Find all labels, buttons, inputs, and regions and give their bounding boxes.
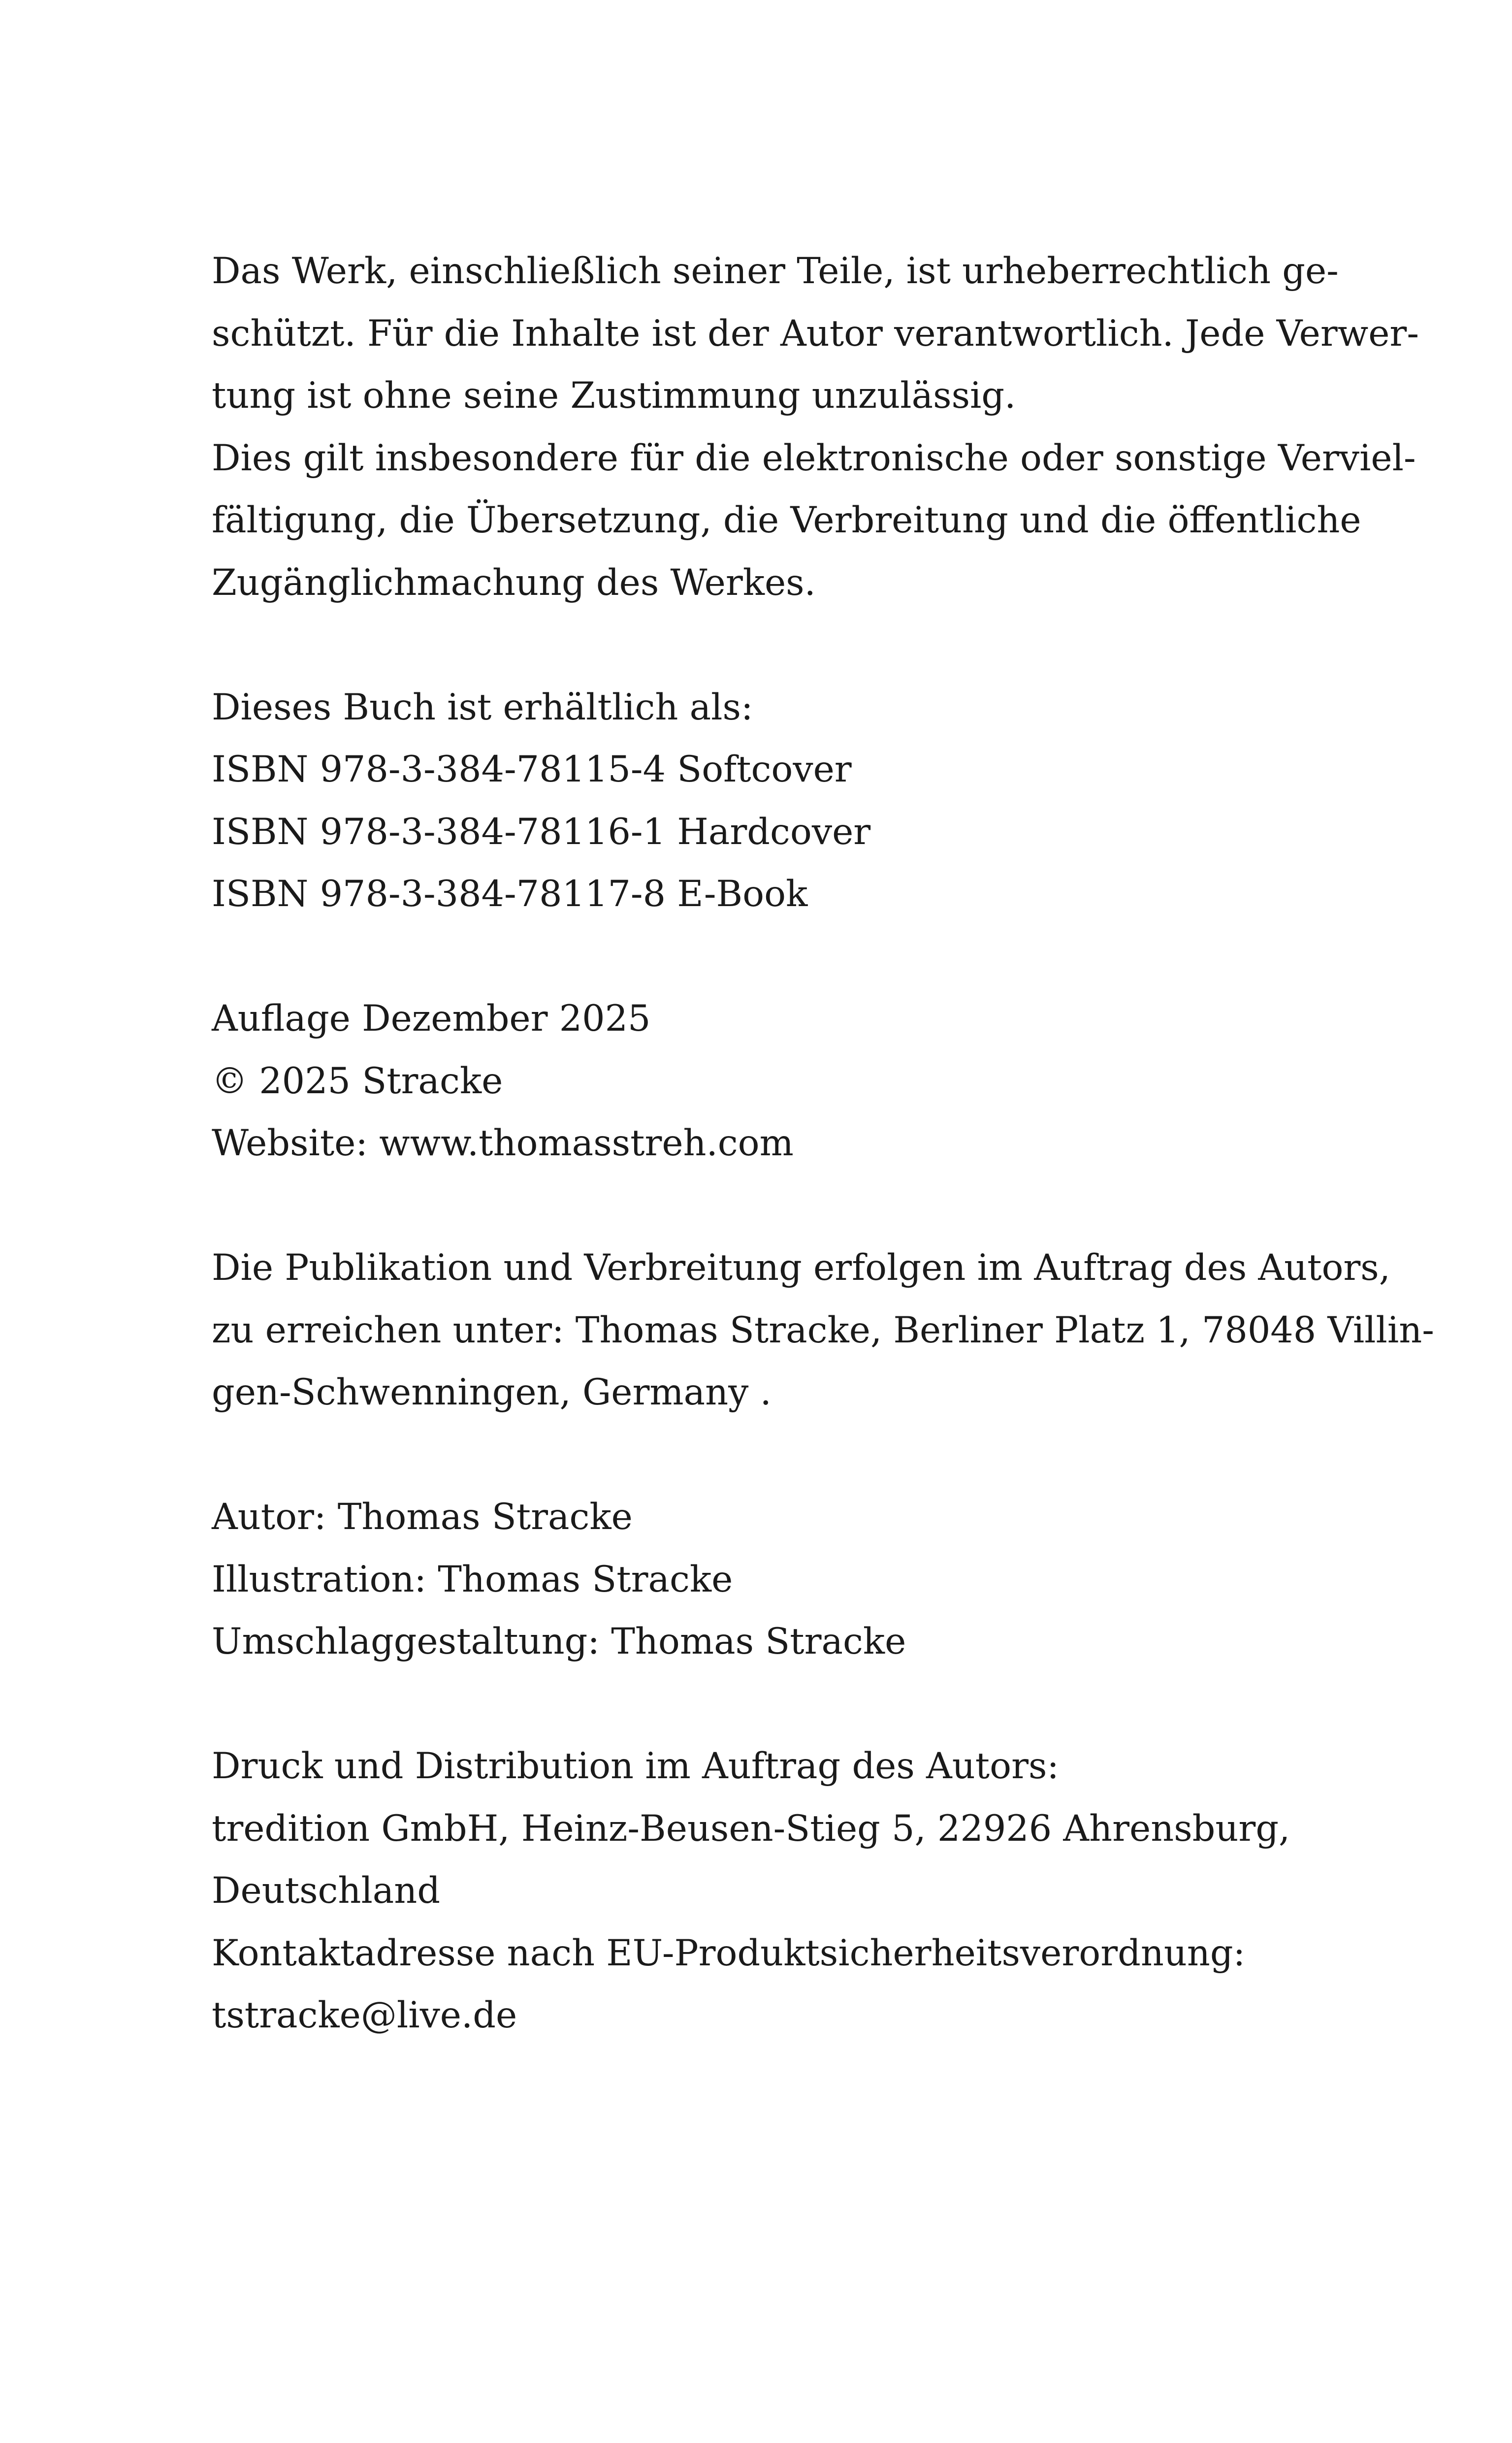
copyright-notice <box>212 240 1419 614</box>
copyright-notice-line: Dies gilt insbesondere für die elektronische oder sonstige Verviel- <box>212 437 1416 479</box>
isbn-hardcover: ISBN 978-3-384-78116-1 Hardcover <box>212 811 871 853</box>
edition-line: Auflage Dezember 2025 <box>212 998 651 1040</box>
contact-email: tstracke@live.de <box>212 1994 517 2036</box>
distribution-line: Kontaktadresse nach EU-Produktsicherheitsverordnung: <box>212 1932 1246 1974</box>
credit-cover-design: Umschlaggestaltung: Thomas Stracke <box>212 1621 906 1662</box>
credit-illustration: Illustration: Thomas Stracke <box>212 1558 733 1600</box>
credits-section <box>212 1486 1324 1673</box>
isbn-softcover: ISBN 978-3-384-78115-4 Softcover <box>212 749 852 790</box>
imprint-content <box>212 240 1434 2109</box>
availability-section <box>212 677 1324 926</box>
copyright-notice-line: schützt. Für die Inhalte ist der Autor verantwortlich. Jede Verwer- <box>212 312 1419 355</box>
copyright-notice-line: tung ist ohne seine Zustimmung unzulässig. <box>212 375 1016 417</box>
credit-author: Autor: Thomas Stracke <box>212 1496 633 1538</box>
publication-section <box>212 1237 1434 1424</box>
copyright-line: © 2025 Stracke <box>212 1060 503 1102</box>
distribution-line: Druck und Distribution im Auftrag des Autors: <box>212 1745 1060 1787</box>
copyright-notice-line: Zugänglichmachung des Werkes. <box>212 561 816 604</box>
availability-heading: Dieses Buch ist erhältlich als: <box>212 686 753 728</box>
copyright-notice-line: Das Werk, einschließlich seiner Teile, ist urheberrechtlich ge- <box>212 250 1339 292</box>
publication-line: zu erreichen unter: Thomas Stracke, Berliner Platz 1, 78048 Villin- <box>212 1309 1434 1351</box>
distribution-line: tredition GmbH, Heinz-Beusen-Stieg 5, 22926 Ahrensburg, <box>212 1807 1290 1850</box>
website-line: Website: www.thomasstreh.com <box>212 1122 794 1164</box>
publication-line: Die Publikation und Verbreitung erfolgen im Auftrag des Autors, <box>212 1247 1390 1289</box>
distribution-section <box>212 1735 1324 2047</box>
edition-section <box>212 988 1324 1175</box>
isbn-ebook: ISBN 978-3-384-78117-8 E-Book <box>212 873 808 915</box>
publication-line: gen-Schwenningen, Germany . <box>212 1371 772 1413</box>
copyright-notice-line: fältigung, die Übersetzung, die Verbreitung und die öffentliche <box>212 499 1361 541</box>
distribution-line: Deutschland <box>212 1870 441 1912</box>
